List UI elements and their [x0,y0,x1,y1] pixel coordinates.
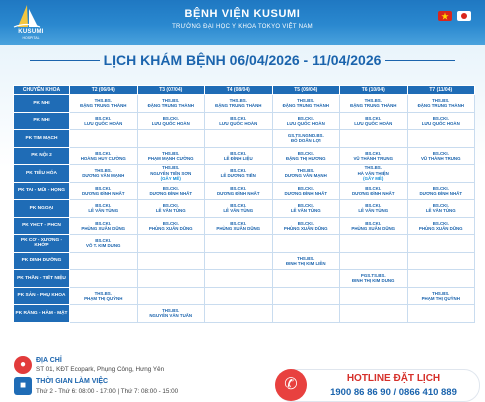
table-row [14,287,475,305]
japan-flag-icon[interactable] [457,11,471,21]
schedule-cell [70,130,138,148]
specialty-cell: PK NHI [14,95,70,113]
doctor-title: THS.BS. [229,98,247,104]
schedule-cell [70,165,138,183]
doctor-name: HOÀNG HUY CƯỜNG [80,155,126,161]
hospital-name: BỆNH VIỆN KUSUMI [184,8,301,20]
schedule-cell [272,217,340,235]
specialty-cell: PK TIM MẠCH [14,130,70,148]
table-row [14,235,475,253]
schedule-cell [137,305,205,323]
schedule-cell [205,95,273,113]
header-wednesday: T4 (08/04) [205,86,273,95]
doctor-name: LƯU QUỐC HOÀN [219,120,258,126]
schedule-cell [407,270,475,288]
schedule-cell [340,287,408,305]
table-row [14,165,475,183]
table-row [14,147,475,165]
schedule-cell [205,130,273,148]
schedule-cell [407,130,475,148]
schedule-cell [272,235,340,253]
schedule-cell [137,252,205,270]
doctor-title: THS.BS. [432,98,450,104]
schedule-cell [340,165,408,183]
doctor-title: THS.BS. [162,150,180,156]
schedule-cell [272,287,340,305]
specialty-cell: PK NGOẠI [14,200,70,218]
doctor-title: THS.BS. [297,255,315,261]
schedule-cell [205,182,273,200]
doctor-title: THS.BS. [297,98,315,104]
table-row [14,305,475,323]
header-friday: T6 (10/04) [340,86,408,95]
schedule-cell [340,182,408,200]
doctor-title: BS.CKI. [95,203,112,209]
address-label: ĐỊA CHỈ [36,357,62,364]
doctor-name: PHÙNG XUÂN DŨNG [216,225,261,231]
doctor-title: BS.CKI. [365,220,382,226]
doctor-name: DƯƠNG ĐÌNH NHẤT [351,190,395,196]
doctor-title: BS.CKI. [365,185,382,191]
doctor-title: BS.CKI. [230,168,247,174]
schedule-cell [70,235,138,253]
schedule-cell [137,182,205,200]
doctor-title: BS.CKI. [297,150,314,156]
doctor-name: DƯƠNG ĐÌNH NHẤT [81,190,125,196]
table-row [14,112,475,130]
doctor-title: BS.CKI. [365,115,382,121]
doctor-name: ĐẶNG TRUNG THÀNH [282,103,329,109]
schedule-cell [407,200,475,218]
doctor-title: BS.CKI. [95,238,112,244]
hotline-numbers: 1900 86 86 90 / 0866 410 889 [330,387,457,398]
doctor-title: BS.CKI. [230,220,247,226]
logo-text: KUSUMI [18,29,44,35]
doctor-title: BS.CKI. [95,150,112,156]
table-row [14,130,475,148]
hours-text: Thứ 2 - Thứ 6: 08:00 - 17:00 | Thứ 7: 08:00 - 15:00 [36,388,179,395]
header-tuesday: T3 (07/04) [137,86,205,95]
schedule-cell [272,130,340,148]
schedule-cell [407,235,475,253]
schedule-cell [70,252,138,270]
doctor-title: BS.CKI. [365,203,382,209]
doctor-title: BS.CKI. [162,185,179,191]
schedule-cell [407,182,475,200]
doctor-title: BS.CKI. [297,203,314,209]
table-row [14,182,475,200]
schedule-cell [340,305,408,323]
doctor-name: VŨ THÀNH TRUNG [420,155,461,161]
schedule-cell [407,147,475,165]
doctor-title: BS.CKI. [162,203,179,209]
header-specialty: CHUYÊN KHOA [14,86,70,95]
vietnam-flag-icon[interactable] [438,11,452,21]
doctor-title: THS.BS. [162,98,180,104]
doctor-title: THS.BS. [162,308,180,314]
doctor-name: PHÙNG XUÂN DŨNG [81,225,126,231]
header [0,0,485,45]
schedule-cell [205,235,273,253]
schedule-cell [205,165,273,183]
specialty-cell: PK YHCT - PHCN [14,217,70,235]
schedule-cell [272,147,340,165]
doctor-title: BS.CKI. [95,220,112,226]
doctor-title: BS.CKI. [365,150,382,156]
hotline-label: HOTLINE ĐẶT LỊCH [346,373,441,384]
title-divider-right [385,60,455,61]
doctor-title: BS.CKI. [162,115,179,121]
doctor-name: ĐẶNG TRUNG THÀNH [80,103,127,109]
schedule-cell [272,252,340,270]
schedule-cell [272,200,340,218]
schedule-cell [340,95,408,113]
doctor-title: BS.CKI. [297,115,314,121]
doctor-title: BS.CKI. [230,150,247,156]
doctor-name: ĐẶNG TRUNG THÀNH [350,103,397,109]
schedule-cell [137,130,205,148]
schedule-cell [70,287,138,305]
doctor-name: DƯƠNG ĐÌNH NHẤT [149,190,192,196]
schedule-cell [70,95,138,113]
schedule-cell [340,200,408,218]
schedule-cell [137,147,205,165]
table-row [14,217,475,235]
phone-icon: ✆ [275,369,307,401]
doctor-title: THS.BS. [162,165,180,171]
schedule-cell [272,165,340,183]
doctor-name: HÀ VĂN THIỆN [357,170,389,176]
schedule-cell [272,270,340,288]
doctor-title: BS.CKI. [162,220,179,226]
doctor-title: THS.BS. [94,98,112,104]
doctor-name: DƯƠNG VĂN MẠNH [284,173,327,179]
schedule-cell [272,112,340,130]
doctor-title: THS.BS. [94,290,112,296]
hours-label: THỜI GIAN LÀM VIỆC [36,378,109,385]
schedule-title: LỊCH KHÁM BỆNH 06/04/2026 - 11/04/2026 [103,52,382,68]
schedule-cell [70,147,138,165]
schedule-cell [407,217,475,235]
schedule-cell [70,182,138,200]
doctor-title: BS.CKI. [432,185,449,191]
doctor-name: PHÙNG XUÂN DŨNG [148,225,193,231]
schedule-cell [205,200,273,218]
specialty-cell: PK CƠ - XƯƠNG - KHỚP [14,235,70,253]
schedule-cell [70,270,138,288]
doctor-title: THS.BS. [297,168,315,174]
doctor-name: ĐẶNG THỊ HƯƠNG [285,155,326,161]
specialty-cell: PK NHI [14,112,70,130]
schedule-cell [70,200,138,218]
table-row [14,200,475,218]
doctor-name: ĐẶNG TRUNG THÀNH [147,103,194,109]
schedule-cell [340,147,408,165]
schedule-cell [272,182,340,200]
schedule-cell [340,252,408,270]
schedule-cell [70,112,138,130]
specialty-cell: PK SẢN - PHỤ KHOA [14,287,70,305]
schedule-cell [340,112,408,130]
schedule-cell [272,95,340,113]
schedule-cell [205,270,273,288]
doctor-title: BS.CKI. [95,185,112,191]
doctor-title: GS.TS.NGND.BS. [287,133,324,139]
doctor-name: LÊ VĂN TÙNG [290,208,321,214]
doctor-note: (GÂY MÊ) [160,175,181,181]
doctor-title: BS.CKI. [95,115,112,121]
doctor-name: DƯƠNG ĐÌNH NHẤT [284,190,327,196]
schedule-cell [137,95,205,113]
schedule-cell [272,305,340,323]
doctor-title: BS.CKI. [230,203,247,209]
doctor-name: LƯU QUỐC HOÀN [354,120,393,126]
schedule-cell [205,305,273,323]
doctor-title: BS.CKI. [432,115,449,121]
doctor-note: (GÂY MÊ) [363,175,384,181]
specialty-cell: PK TAI - MŨI - HỌNG [14,182,70,200]
doctor-title: BS.CKI. [297,220,314,226]
schedule-cell [70,305,138,323]
doctor-name: ĐỖ DOÃN LỢI [290,138,321,144]
schedule-cell [340,217,408,235]
schedule-cell [340,235,408,253]
doctor-name: DƯƠNG VĂN MẠNH [82,173,125,179]
doctor-name: LƯU QUỐC HOÀN [151,120,190,126]
specialty-cell: PK TIÊU HÓA [14,165,70,183]
doctor-title: BS.CKI. [230,115,247,121]
schedule-cell [340,270,408,288]
doctor-title: BS.CKI. [432,220,449,226]
doctor-title: THS.BS. [364,98,382,104]
doctor-name: LƯU QUỐC HOÀN [84,120,123,126]
doctor-name: DƯƠNG ĐÌNH NHẤT [216,190,260,196]
doctor-name: VŨ THÀNH TRUNG [353,155,393,161]
header-thursday: T5 (09/04) [272,86,340,95]
logo-subtext: HOSPITAL [22,36,40,40]
doctor-title: THS.BS. [364,165,382,171]
doctor-name: PHÙNG XUÂN DŨNG [283,225,328,231]
doctor-name: LÊ DƯƠNG TIẾN [220,173,256,179]
schedule-cell [137,270,205,288]
doctor-title: PGS.TS.BS. [360,273,386,279]
schedule-cell [407,252,475,270]
schedule-cell [205,252,273,270]
doctor-name: LÊ VĂN TÙNG [358,208,389,214]
schedule-cell [137,165,205,183]
schedule-cell [407,165,475,183]
doctor-title: THS.BS. [94,168,112,174]
table-row [14,95,475,113]
schedule-cell [205,217,273,235]
specialty-cell: PK NỘI 2 [14,147,70,165]
doctor-name: LÊ ĐÌNH LIỆU [223,155,253,161]
doctor-name: ĐINH THỊ KIM DUNG [352,278,395,284]
schedule-cell [407,305,475,323]
schedule-table [13,85,475,323]
header-saturday: T7 (11/04) [407,86,475,95]
doctor-name: DƯƠNG ĐÌNH NHẤT [419,190,462,196]
schedule-cell [205,287,273,305]
doctor-name: VÕ T. KIM DUNG [86,243,121,249]
doctor-name: LƯU QUỐC HOÀN [286,120,325,126]
doctor-name: PHÙNG XUÂN DŨNG [351,225,396,231]
doctor-name: ĐINH THỊ KIM LIÊN [285,260,326,266]
doctor-name: LƯU QUỐC HOÀN [421,120,460,126]
address-text: ST 01, KĐT Ecopark, Phụng Công, Hưng Yên [36,366,165,373]
header-monday: T2 (06/04) [70,86,138,95]
doctor-name: LÊ VĂN TÙNG [425,208,456,214]
schedule-cell [70,217,138,235]
doctor-name: ĐẶNG TRUNG THÀNH [417,103,464,109]
doctor-name: LÊ VĂN TÙNG [223,208,254,214]
schedule-cell [407,95,475,113]
schedule-cell [137,112,205,130]
schedule-cell [137,217,205,235]
hotline-box[interactable] [276,369,480,402]
doctor-name: NGUYỄN TIẾN SƠN [150,170,192,176]
doctor-name: PHẠM MẠNH CƯỜNG [147,155,194,161]
doctor-name: PHẠM THỊ QUỲNH [84,295,123,301]
doctor-name: LÊ VĂN TÙNG [155,208,186,214]
table-row [14,270,475,288]
schedule-cell [205,147,273,165]
calendar-icon: ■ [14,377,32,395]
doctor-name: NGUYỄN VĂN TUẤN [149,313,193,319]
schedule-cell [137,235,205,253]
doctor-title: BS.CKI. [432,203,449,209]
location-pin-icon: ● [14,356,32,374]
hospital-subtitle: TRƯỜNG ĐẠI HỌC Y KHOA TOKYO VIỆT NAM [172,24,313,30]
schedule-cell [137,287,205,305]
specialty-cell: PK RĂNG - HÀM - MẶT [14,305,70,323]
contact-info [14,356,274,400]
doctor-title: BS.CKI. [230,185,247,191]
schedule-cell [137,200,205,218]
doctor-title: BS.CKI. [297,185,314,191]
table-row [14,252,475,270]
doctor-title: THS.BS. [432,290,450,296]
doctor-name: ĐẶNG TRUNG THÀNH [215,103,262,109]
specialty-cell: PK THẦN - TIẾT NIỆU [14,270,70,288]
doctor-name: LÊ VĂN TÙNG [88,208,119,214]
doctor-title: BS.CKI. [432,150,449,156]
schedule-header-row [14,86,475,95]
schedule-cell [407,112,475,130]
schedule-cell [205,112,273,130]
specialty-cell: PK DINH DƯỠNG [14,252,70,270]
doctor-name: PHẠM THỊ QUỲNH [421,295,460,301]
schedule-cell [340,130,408,148]
doctor-name: PHÙNG XUÂN DŨNG [418,225,463,231]
schedule-cell [407,287,475,305]
